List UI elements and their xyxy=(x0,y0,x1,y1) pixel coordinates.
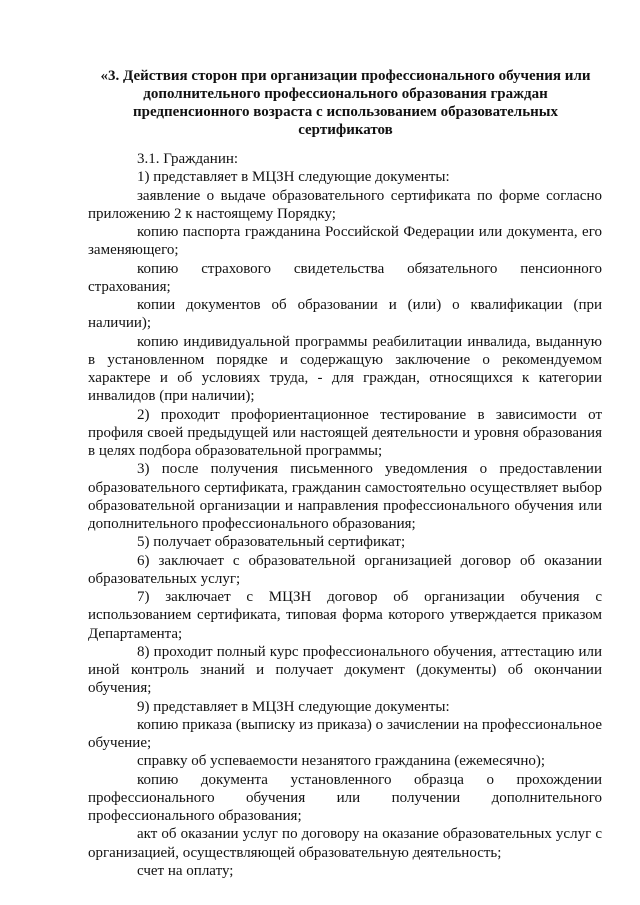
heading-line: «3. Действия сторон при организации профессионального обучения или xyxy=(100,68,591,84)
paragraph: 2) проходит профориентационное тестирование в зависимости от профиля своей предыдущей или настоящей деятельности и уровня образования в целях подбора образовательной программы; xyxy=(88,406,602,459)
paragraph: копию приказа (выписку из приказа) о зачислении на профессиональное обучение; xyxy=(88,716,602,751)
paragraph: копию документа установленного образца о прохождении профессионального обучения или получении дополнительного профессионального образования; xyxy=(88,771,602,824)
document-body xyxy=(88,150,602,880)
paragraph: 5) получает образовательный сертификат; xyxy=(137,534,406,551)
paragraph: заявление о выдаче образовательного сертификата по форме согласно приложению 2 к настоящему Порядку; xyxy=(88,187,602,222)
paragraph: 8) проходит полный курс профессионального обучения, аттестацию или иной контроль знаний и получает документ (документы) об окончании обучения; xyxy=(88,643,602,697)
paragraph: 3) после получения письменного уведомления о предоставлении образовательного сертификата, гражданин самостоятельно осуществляет выбор образовательной организации и направления профессионального обучения или дополнительного профессионального образования; xyxy=(88,461,602,532)
paragraph: справку об успеваемости незанятого гражданина (ежемесячно); xyxy=(137,753,546,770)
section-heading xyxy=(88,67,603,139)
paragraph: копию индивидуальной программы реабилитации инвалида, выданную в установленном порядке и содержащую заключение о рекомендуемом характере и об условиях труда, - для граждан, относящихся к категории инвалидов (при наличии); xyxy=(88,333,602,405)
paragraph: счет на оплату; xyxy=(137,862,234,879)
heading-line: дополнительного профессионального образования граждан xyxy=(143,86,548,102)
paragraph: акт об оказании услуг по договору на оказание образовательных услуг с организацией, осуществляющей образовательную деятельность; xyxy=(88,826,602,861)
paragraph: копию паспорта гражданина Российской Федерации или документа, его заменяющего; xyxy=(88,224,602,259)
heading-line: сертификатов xyxy=(298,122,393,138)
paragraph: 6) заключает с образовательной организацией договор об оказании образовательных услуг; xyxy=(88,552,602,587)
paragraph: 7) заключает с МЦЗН договор об организации обучения с использованием сертификата, типовая форма которого утверждается приказом Департамента; xyxy=(88,589,602,642)
paragraph: копию страхового свидетельства обязательного пенсионного страхования; xyxy=(88,260,602,295)
paragraph: 9) представляет в МЦЗН следующие документы: xyxy=(137,698,450,715)
paragraph: копии документов об образовании и (или) о квалификации (при наличии); xyxy=(88,297,602,332)
paragraph: 3.1. Гражданин: xyxy=(137,151,239,167)
paragraph: 1) представляет в МЦЗН следующие документы: xyxy=(137,169,450,186)
heading-line: предпенсионного возраста с использованием образовательных xyxy=(132,104,558,120)
